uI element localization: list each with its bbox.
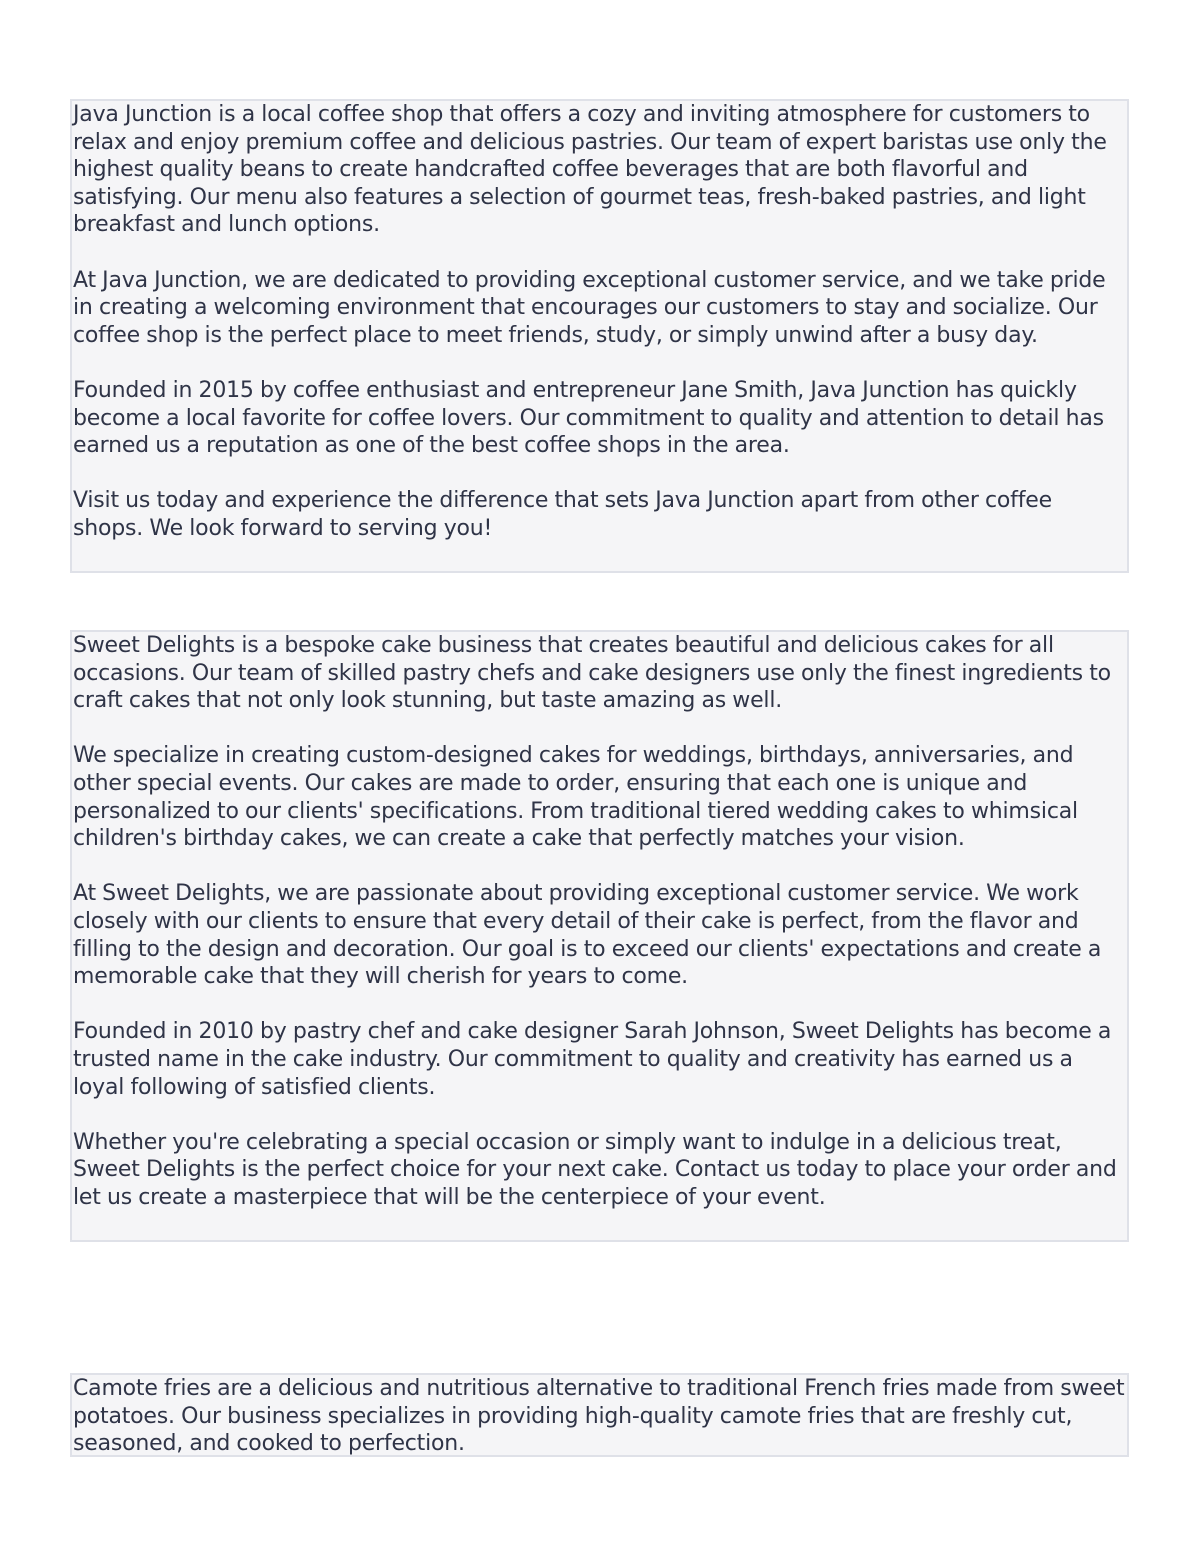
sweet-delights-text-box[interactable] xyxy=(70,630,1129,1242)
java-junction-paragraph-4: Visit us today and experience the difference that sets Java Junction apart from other coffee shops. We look forward to serving you! xyxy=(73,488,1052,541)
sweet-delights-paragraph-4: Founded in 2010 by pastry chef and cake designer Sarah Johnson, Sweet Delights has become a trusted name in the cake industry. Our commitment to quality and creativity has earned us a loyal following of satisfied clients. xyxy=(73,1019,1112,1100)
camote-fries-text-box[interactable] xyxy=(70,1373,1129,1457)
sweet-delights-paragraph-1: Sweet Delights is a bespoke cake business that creates beautiful and delicious cakes for all occasions. Our team of skilled pastry chefs and cake designers use only the finest ingredients to craft cakes that not only look stunning, but taste amazing as well. xyxy=(73,633,1111,714)
java-junction-paragraph-2: At Java Junction, we are dedicated to providing exceptional customer service, and we take pride in creating a welcoming environment that encourages our customers to stay and socialize. Our coffee shop is the perfect place to meet friends, study, or simply unwind after a busy day. xyxy=(73,267,1106,348)
camote-fries-paragraph-1: Camote fries are a delicious and nutritious alternative to traditional French fries made from sweet potatoes. Our business specializes in providing high-quality camote fries that are freshly cut, seasoned, and cooked to perfection. xyxy=(73,1376,1125,1457)
java-junction-paragraph-3: Founded in 2015 by coffee enthusiast and entrepreneur Jane Smith, Java Junction has quickly become a local favorite for coffee lovers. Our commitment to quality and attention to detail has earned us a reputation as one of the best coffee shops in the area. xyxy=(73,377,1104,459)
sweet-delights-paragraph-5: Whether you're celebrating a special occasion or simply want to indulge in a delicious treat, Sweet Delights is the perfect choice for your next cake. Contact us today to place your order and let us create a masterpiece that will be the centerpiece of your event. xyxy=(73,1129,1117,1210)
java-junction-text-box[interactable] xyxy=(70,99,1129,573)
sweet-delights-paragraph-2: We specialize in creating custom-designed cakes for weddings, birthdays, anniversaries, and other special events. Our cakes are made to order, ensuring that each one is unique and personalized to our clients' specifications. From traditional tiered wedding cakes to whimsical children's birthday cakes, we can create a cake that perfectly matches your vision. xyxy=(73,743,1078,852)
sweet-delights-paragraph-3: At Sweet Delights, we are passionate about providing exceptional customer service. We work closely with our clients to ensure that every detail of their cake is perfect, from the flavor and filling to the design and decoration. Our goal is to exceed our clients' expectations and create a memorable cake that they will cherish for years to come. xyxy=(73,881,1102,990)
java-junction-paragraph-1: Java Junction is a local coffee shop that offers a cozy and inviting atmosphere for customers to relax and enjoy premium coffee and delicious pastries. Our team of expert baristas use only the highest quality beans to create handcrafted coffee beverages that are both flavorful and satisfying. Our menu also features a selection of gourmet teas, fresh-baked pastries, and light breakfast and lunch options. xyxy=(73,102,1107,238)
